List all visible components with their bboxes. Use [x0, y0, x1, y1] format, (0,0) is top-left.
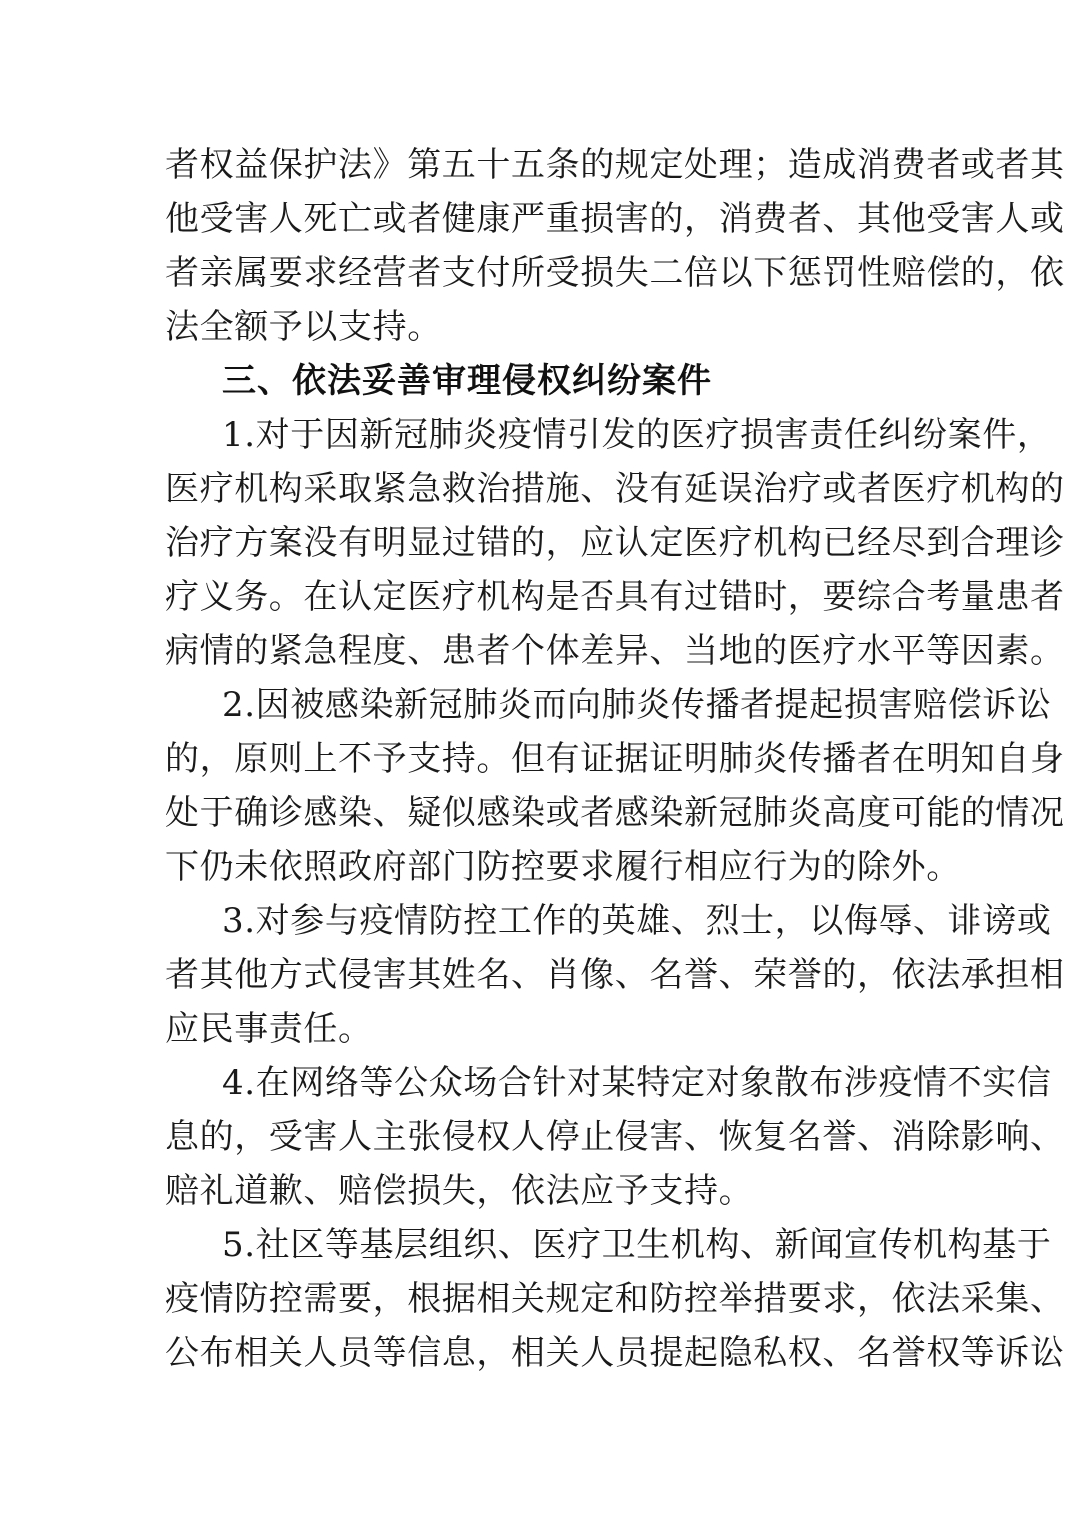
item-1-line: 治疗方案没有明显过错的，应认定医疗机构已经尽到合理诊: [165, 523, 1065, 563]
item-3-line: 应民事责任。: [165, 1009, 373, 1049]
paragraph-line: 法全额予以支持。: [165, 307, 442, 347]
item-2-line: 2.因被感染新冠肺炎而向肺炎传播者提起损害赔偿诉讼: [222, 685, 1052, 725]
section-heading: 三、依法妥善审理侵权纠纷案件: [222, 361, 712, 401]
paragraph-line: 者权益保护法》第五十五条的规定处理；造成消费者或者其: [165, 145, 1065, 185]
item-4-line: 息的，受害人主张侵权人停止侵害、恢复名誉、消除影响、: [165, 1117, 1065, 1157]
item-3-line: 者其他方式侵害其姓名、肖像、名誉、荣誉的，依法承担相: [165, 955, 1065, 995]
item-4-line: 赔礼道歉、赔偿损失，依法应予支持。: [165, 1171, 754, 1211]
item-1-line: 1.对于因新冠肺炎疫情引发的医疗损害责任纠纷案件，: [222, 415, 1052, 455]
item-5-line: 公布相关人员等信息，相关人员提起隐私权、名誉权等诉讼: [165, 1333, 1065, 1373]
item-1-line: 医疗机构采取紧急救治措施、没有延误治疗或者医疗机构的: [165, 469, 1065, 509]
item-2-line: 处于确诊感染、疑似感染或者感染新冠肺炎高度可能的情况: [165, 793, 1065, 833]
item-5-line: 5.社区等基层组织、医疗卫生机构、新闻宣传机构基于: [222, 1225, 1052, 1265]
item-2-line: 下仍未依照政府部门防控要求履行相应行为的除外。: [165, 847, 961, 887]
paragraph-line: 者亲属要求经营者支付所受损失二倍以下惩罚性赔偿的，依: [165, 253, 1065, 293]
paragraph-line: 他受害人死亡或者健康严重损害的，消费者、其他受害人或: [165, 199, 1065, 239]
item-3-line: 3.对参与疫情防控工作的英雄、烈士，以侮辱、诽谤或: [222, 901, 1052, 941]
item-2-line: 的，原则上不予支持。但有证据证明肺炎传播者在明知自身: [165, 739, 1065, 779]
item-1-line: 疗义务。在认定医疗机构是否具有过错时，要综合考量患者: [165, 577, 1065, 617]
item-1-line: 病情的紧急程度、患者个体差异、当地的医疗水平等因素。: [165, 631, 1065, 671]
item-5-line: 疫情防控需要，根据相关规定和防控举措要求，依法采集、: [165, 1279, 1065, 1319]
item-4-line: 4.在网络等公众场合针对某特定对象散布涉疫情不实信: [222, 1063, 1052, 1103]
